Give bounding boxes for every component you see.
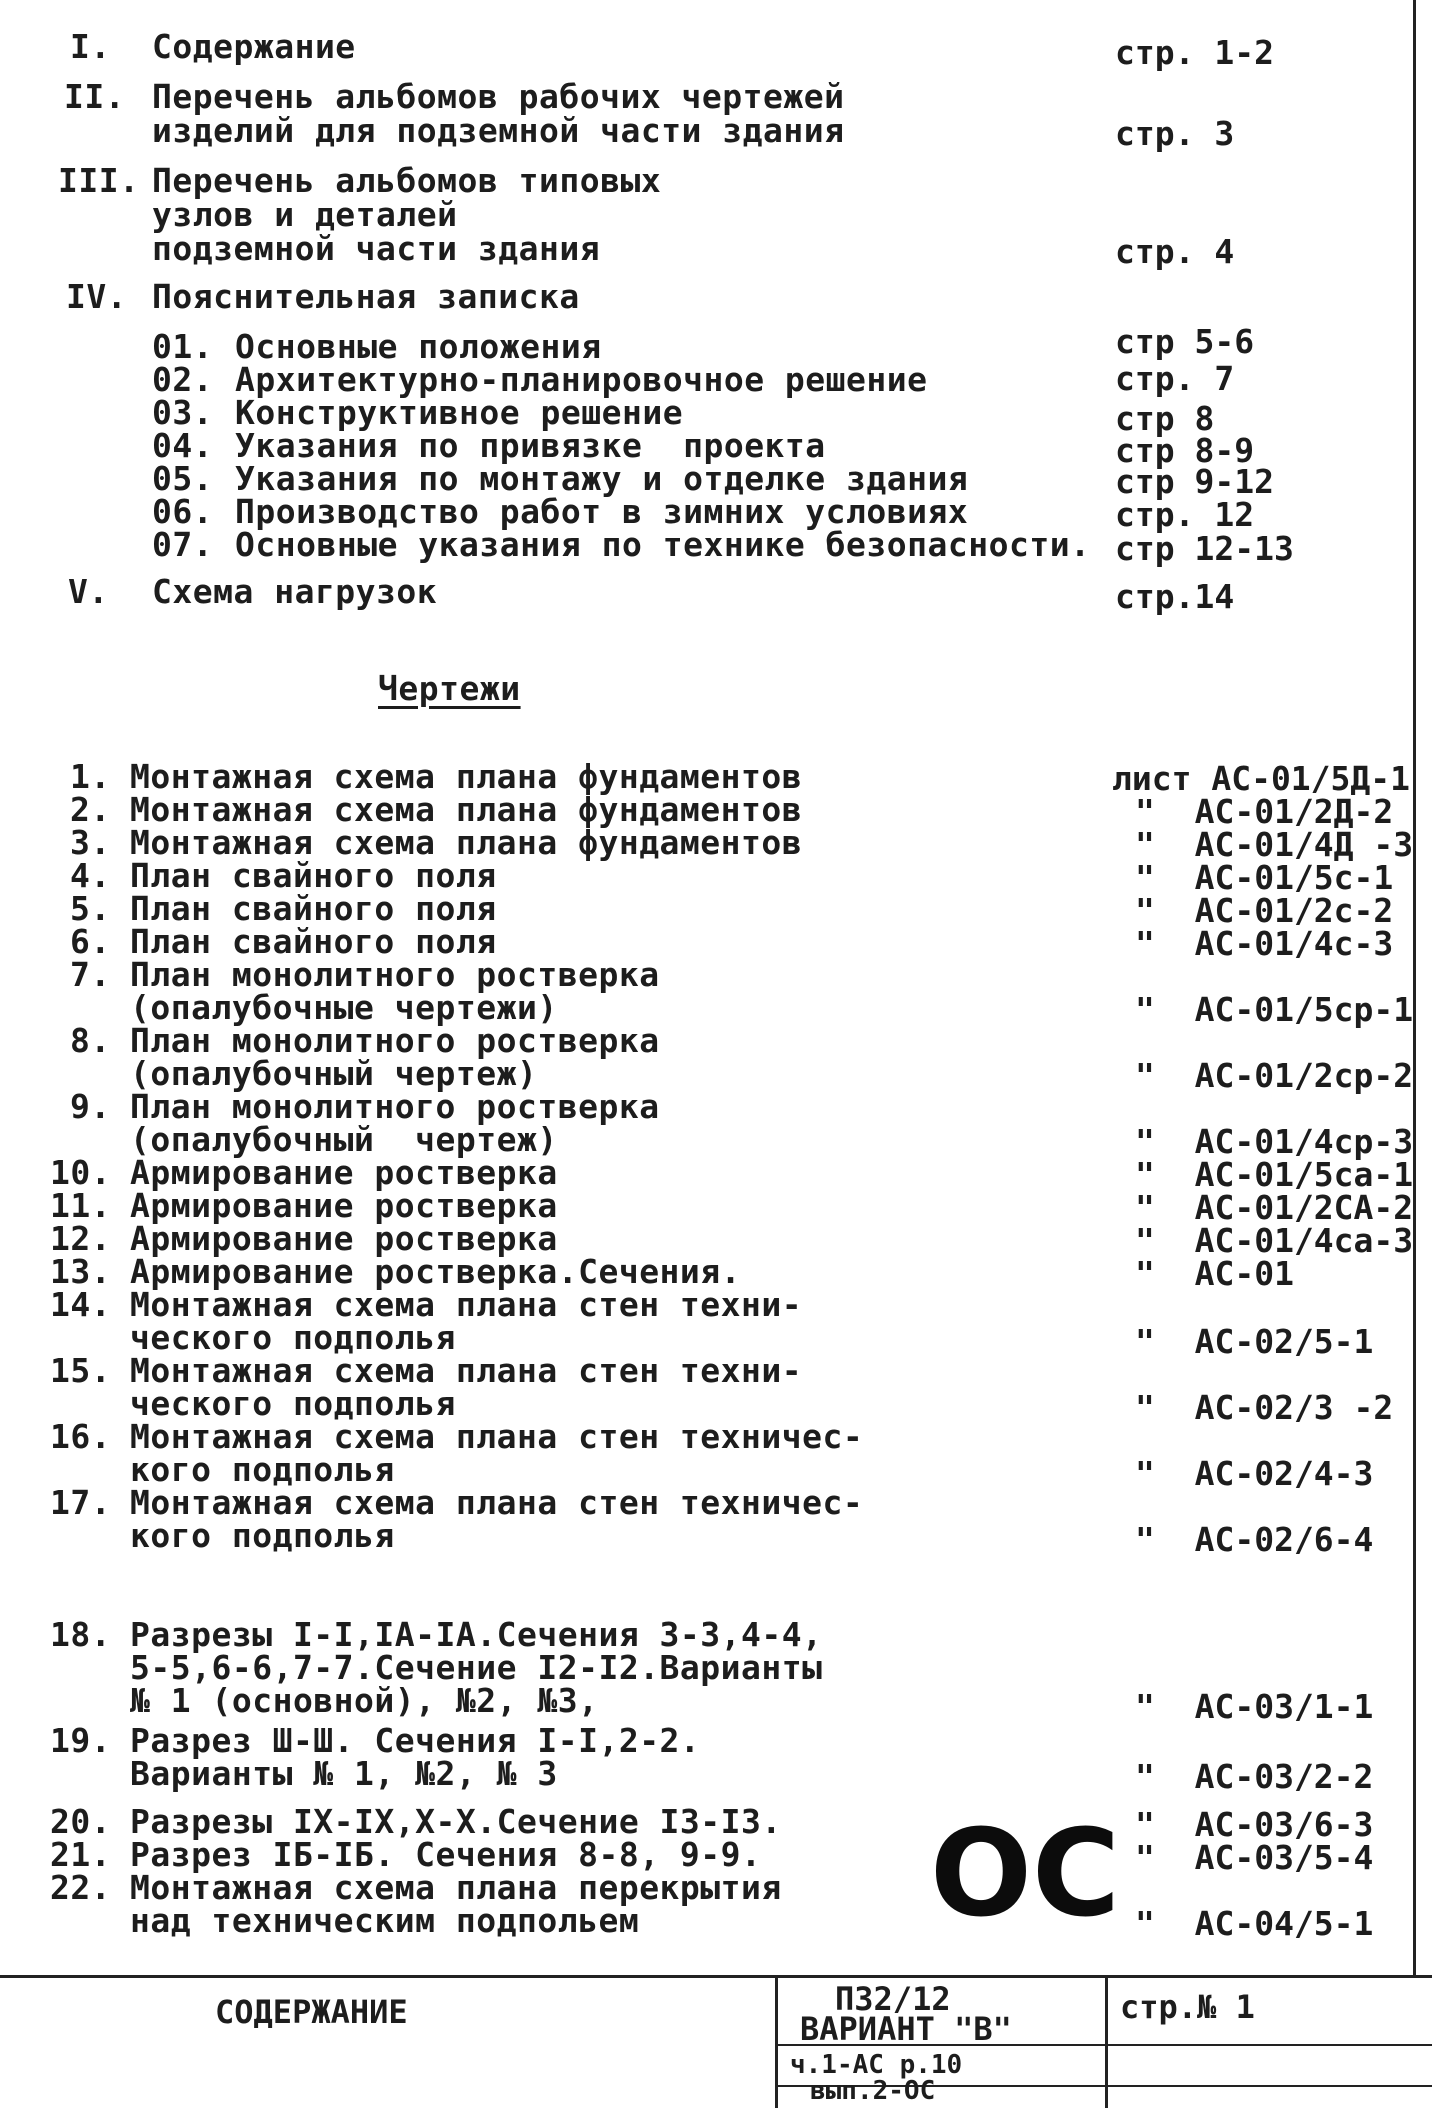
drawing-ref: " АС-01/4ср-3 — [1135, 1122, 1414, 1161]
drawing-text: План свайного поля — [130, 922, 497, 961]
drawing-ref: " АС-03/1-1 — [1135, 1687, 1374, 1726]
drawing-ref: " АС-03/5-4 — [1135, 1838, 1374, 1877]
contents-page: стр 12-13 — [1115, 529, 1294, 568]
drawing-num: 1. — [70, 757, 111, 796]
drawing-num: 11. — [50, 1186, 112, 1225]
drawing-text: ческого подполья — [130, 1318, 456, 1357]
contents-text: подземной части здания — [152, 229, 601, 268]
contents-text: Указания по монтажу и отделке здания — [235, 459, 969, 498]
contents-num: 02. — [152, 360, 214, 399]
contents-page: стр 5-6 — [1115, 322, 1255, 361]
drawing-num: 18. — [50, 1615, 112, 1654]
drawing-ref: " АС-03/2-2 — [1135, 1757, 1374, 1796]
drawing-num: 17. — [50, 1483, 112, 1522]
contents-text: Указания по привязке проекта — [235, 426, 826, 465]
contents-text: Архитектурно-планировочное решение — [235, 360, 928, 399]
drawing-text: Армирование ростверка — [130, 1219, 558, 1258]
title-block-issue: вып.2-ОС — [810, 2076, 936, 2106]
drawing-ref: " АС-01/5ср-1 — [1135, 990, 1414, 1029]
drawing-ref: " АС-02/6-4 — [1135, 1520, 1374, 1559]
title-block-border — [0, 1975, 1432, 1978]
contents-num: V. — [68, 572, 109, 611]
drawing-ref: " АС-03/6-3 — [1135, 1805, 1374, 1844]
contents-num: 01. — [152, 327, 214, 366]
drawing-text: Разрезы I-I,IA-IA.Сечения 3-3,4-4, — [130, 1615, 823, 1654]
contents-num: II. — [64, 77, 126, 116]
drawing-text: Армирование ростверка.Сечения. — [130, 1252, 742, 1291]
drawing-text: Монтажная схема плана фундаментов — [130, 757, 803, 796]
drawing-text: Разрезы IX-IX,X-X.Сечение I3-I3. — [130, 1802, 782, 1841]
drawing-text: (опалубочные чертежи) — [130, 988, 558, 1027]
contents-text: Основные указания по технике безопасности. — [235, 525, 1091, 564]
title-block-divider — [1105, 1975, 1108, 2108]
drawing-text: Монтажная схема плана фундаментов — [130, 790, 803, 829]
contents-num: 04. — [152, 426, 214, 465]
drawing-ref: " АС-01/4Д -3 — [1135, 825, 1414, 864]
drawing-ref: " АС-01/4са-3 — [1135, 1221, 1414, 1260]
contents-page: стр. 3 — [1115, 114, 1235, 153]
drawing-text: Монтажная схема плана перекрытия — [130, 1868, 782, 1907]
drawing-ref: " АС-02/3 -2 — [1135, 1388, 1394, 1427]
drawing-text: План свайного поля — [130, 889, 497, 928]
contents-num: 07. — [152, 525, 214, 564]
drawings-heading: Чертежи — [378, 669, 521, 708]
contents-text: Производство работ в зимних условиях — [235, 492, 969, 531]
drawing-text: кого подполья — [130, 1516, 395, 1555]
drawing-text: Монтажная схема плана стен техничес- — [130, 1483, 864, 1522]
drawing-text: ческого подполья — [130, 1384, 456, 1423]
title-block-divider — [775, 1975, 778, 2108]
drawing-text: Армирование ростверка — [130, 1153, 558, 1192]
drawing-num: 21. — [50, 1835, 112, 1874]
drawing-ref: " АС-01/5с-1 — [1135, 858, 1394, 897]
contents-page: стр 8-9 — [1115, 431, 1255, 470]
drawing-num: 2. — [70, 790, 111, 829]
drawing-text: План свайного поля — [130, 856, 497, 895]
drawing-text: над техническим подпольем — [130, 1901, 640, 1940]
drawing-num: 7. — [70, 955, 111, 994]
title-block-album: ч.1-АС р.10 — [790, 2050, 963, 2080]
drawing-num: 4. — [70, 856, 111, 895]
contents-num: 06. — [152, 492, 214, 531]
drawing-num: 15. — [50, 1351, 112, 1390]
contents-num: 05. — [152, 459, 214, 498]
contents-page: стр. 12 — [1115, 495, 1255, 534]
drawing-text: Разрез Ш-Ш. Сечения I-I,2-2. — [130, 1721, 701, 1760]
drawing-num: 10. — [50, 1153, 112, 1192]
drawing-num: 14. — [50, 1285, 112, 1324]
drawing-num: 6. — [70, 922, 111, 961]
contents-text: изделий для подземной части здания — [152, 111, 845, 150]
drawing-num: 13. — [50, 1252, 112, 1291]
drawing-num: 5. — [70, 889, 111, 928]
contents-num: III. — [58, 161, 140, 200]
contents-page: стр.14 — [1115, 577, 1235, 616]
contents-page: стр. 7 — [1115, 359, 1235, 398]
drawing-text: План монолитного ростверка — [130, 1021, 660, 1060]
title-block-title: СОДЕРЖАНИЕ — [215, 1993, 408, 2031]
drawing-text: (опалубочный чертеж) — [130, 1054, 538, 1093]
drawing-text: 5-5,6-6,7-7.Сечение I2-I2.Варианты — [130, 1648, 823, 1687]
contents-text: Пояснительная записка — [152, 277, 580, 316]
drawing-ref: " АС-01/2с-2 — [1135, 891, 1394, 930]
drawing-ref: " АС-01 — [1135, 1254, 1294, 1293]
drawing-text: Монтажная схема плана стен техничес- — [130, 1417, 864, 1456]
contents-page: стр 9-12 — [1115, 462, 1274, 501]
contents-text: узлов и деталей — [152, 195, 458, 234]
contents-num: 03. — [152, 393, 214, 432]
drawing-num: 19. — [50, 1721, 112, 1760]
stamp-mark: ОС — [930, 1805, 1121, 1944]
drawing-ref: " АС-01/2СА-2 — [1135, 1188, 1414, 1227]
drawing-ref: " АС-04/5-1 — [1135, 1904, 1374, 1943]
drawing-text: План монолитного ростверка — [130, 955, 660, 994]
drawing-ref: лист АС-01/5Д-1 — [1112, 759, 1411, 798]
drawing-text: Разрез IБ-IБ. Сечения 8-8, 9-9. — [130, 1835, 762, 1874]
drawing-text: Монтажная схема плана фундаментов — [130, 823, 803, 862]
frame-border-right — [1413, 0, 1416, 1975]
drawing-text: № 1 (основной), №2, №3, — [130, 1681, 599, 1720]
drawing-text: Монтажная схема плана стен техни- — [130, 1285, 803, 1324]
drawing-num: 9. — [70, 1087, 111, 1126]
drawing-num: 12. — [50, 1219, 112, 1258]
title-block-code: П32/12 — [835, 1980, 951, 2018]
drawing-text: Варианты № 1, №2, № 3 — [130, 1754, 558, 1793]
drawing-num: 16. — [50, 1417, 112, 1456]
contents-text: Конструктивное решение — [235, 393, 684, 432]
drawing-text: кого подполья — [130, 1450, 395, 1489]
contents-page: стр. 4 — [1115, 232, 1235, 271]
contents-page: стр. 1-2 — [1115, 33, 1274, 72]
drawing-text: (опалубочный чертеж) — [130, 1120, 558, 1159]
title-block-sheet: стр.№ 1 — [1120, 1988, 1255, 2026]
contents-num: IV. — [66, 277, 128, 316]
contents-text: Основные положения — [235, 327, 602, 366]
drawing-ref: " АС-01/2ср-2 — [1135, 1056, 1414, 1095]
drawing-num: 8. — [70, 1021, 111, 1060]
drawing-ref: " АС-01/5са-1 — [1135, 1155, 1414, 1194]
drawing-text: Армирование ростверка — [130, 1186, 558, 1225]
drawing-ref: " АС-01/2Д-2 — [1135, 792, 1394, 831]
drawing-text: Монтажная схема плана стен техни- — [130, 1351, 803, 1390]
drawing-ref: " АС-01/4с-3 — [1135, 924, 1394, 963]
contents-text: Перечень альбомов рабочих чертежей — [152, 77, 845, 116]
drawing-num: 3. — [70, 823, 111, 862]
drawing-text: План монолитного ростверка — [130, 1087, 660, 1126]
drawing-ref: " АС-02/5-1 — [1135, 1322, 1374, 1361]
drawing-num: 22. — [50, 1868, 112, 1907]
contents-page: стр 8 — [1115, 399, 1215, 438]
drawing-num: 20. — [50, 1802, 112, 1841]
contents-text: Перечень альбомов типовых — [152, 161, 662, 200]
drawing-ref: " АС-02/4-3 — [1135, 1454, 1374, 1493]
title-block-variant: ВАРИАНТ "В" — [800, 2010, 1012, 2048]
contents-text: Содержание — [152, 27, 356, 66]
contents-text: Схема нагрузок — [152, 572, 438, 611]
contents-num: I. — [70, 27, 111, 66]
